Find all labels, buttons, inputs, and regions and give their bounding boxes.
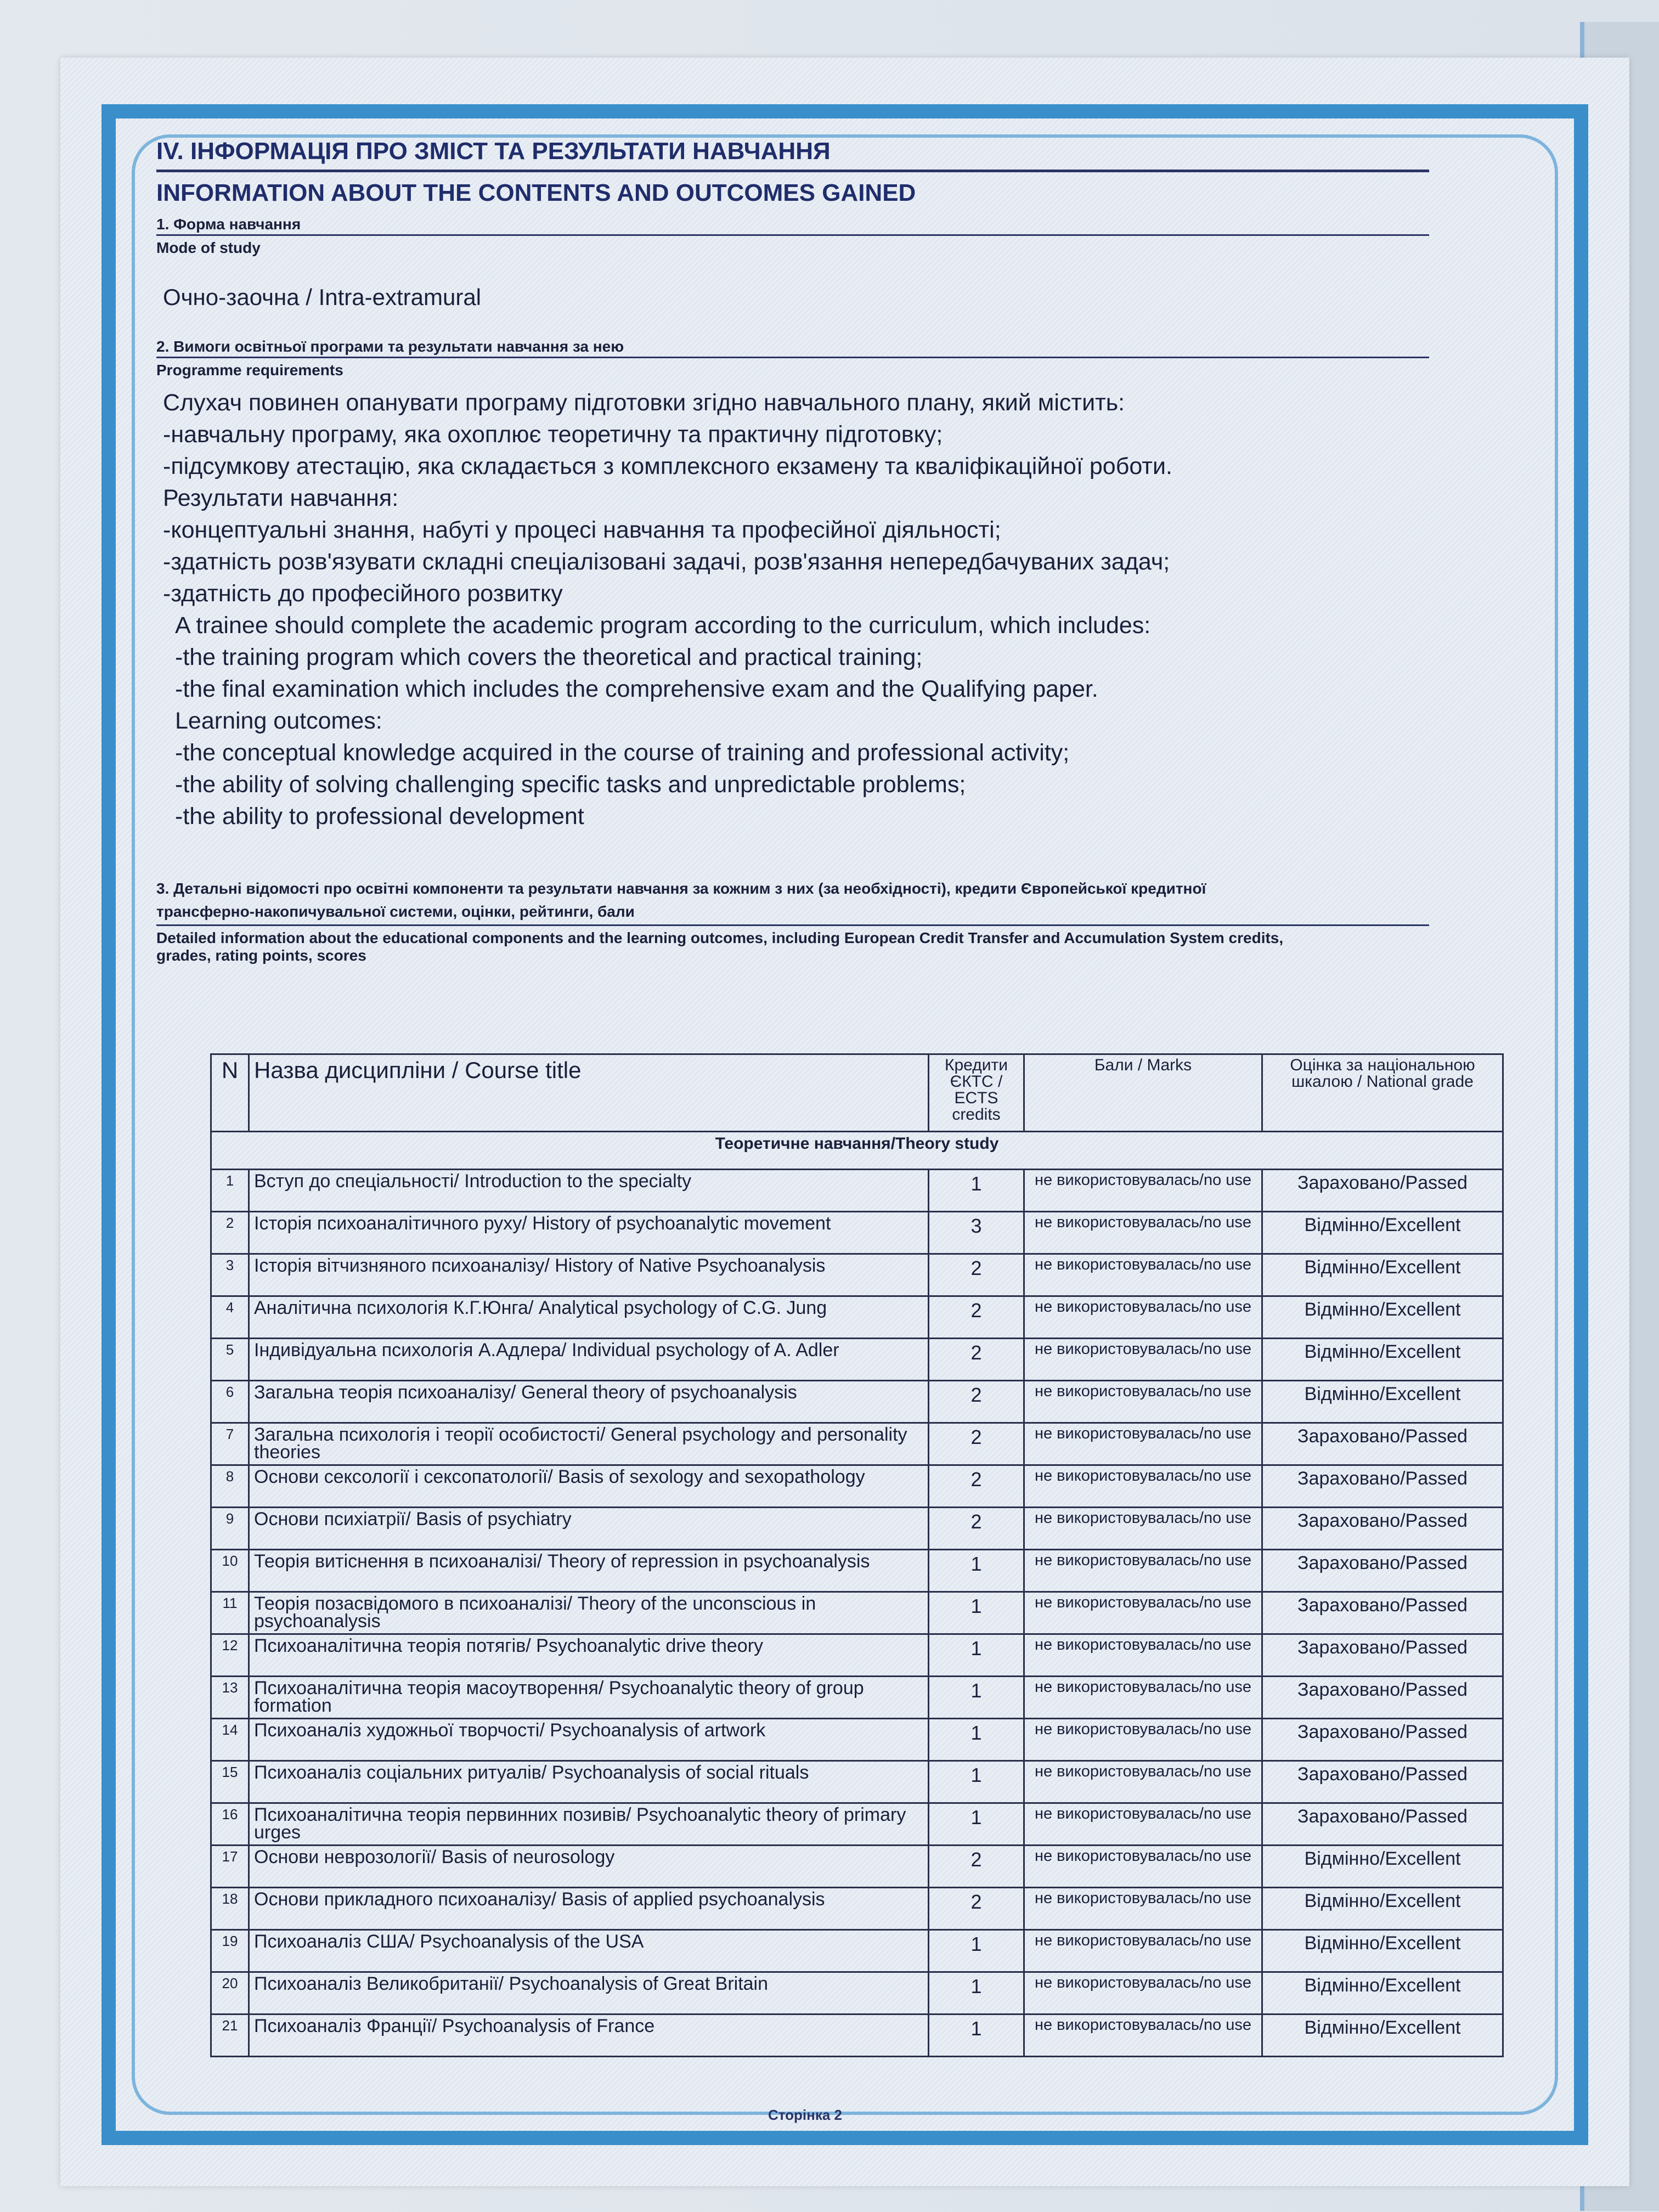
course-title: Психоаналіз соціальних ритуалів/ Psychoanalysis of social rituals [249, 1761, 929, 1803]
course-title: Основи психіатрії/ Basis of psychiatry [249, 1508, 929, 1550]
course-title: Історія вітчизняного психоаналізу/ History of Native Psychoanalysis [249, 1254, 929, 1296]
course-marks: не використовувалась/no use [1024, 1634, 1262, 1677]
course-number: 7 [211, 1423, 249, 1465]
course-number: 15 [211, 1761, 249, 1803]
table-row [211, 1170, 1503, 1212]
course-number: 11 [211, 1592, 249, 1634]
course-credits: 1 [929, 1550, 1024, 1592]
course-credits: 1 [929, 1592, 1024, 1634]
req-line: -the training program which covers the theoretical and practical training; [175, 644, 923, 670]
course-number: 13 [211, 1677, 249, 1719]
course-number: 17 [211, 1846, 249, 1888]
course-title: Загальна теорія психоаналізу/ General theory of psychoanalysis [249, 1381, 929, 1423]
course-number: 8 [211, 1465, 249, 1508]
course-title: Вступ до спеціальності/ Introduction to the specialty [249, 1170, 929, 1212]
course-grade: Відмінно/Excellent [1262, 1972, 1503, 2015]
section-title-uk: IV. ІНФОРМАЦІЯ ПРО ЗМІСТ ТА РЕЗУЛЬТАТИ НАВЧАННЯ [156, 137, 1429, 172]
course-marks: не використовувалась/no use [1024, 1930, 1262, 1972]
header-n: N [211, 1054, 249, 1132]
req-line: -the conceptual knowledge acquired in the course of training and professional activity; [175, 739, 1070, 766]
details-label-uk-line2: трансферно-накопичувальної системи, оцінки, рейтинги, бали [156, 902, 635, 920]
section-title-en: INFORMATION ABOUT THE CONTENTS AND OUTCOMES GAINED [156, 179, 916, 206]
course-number: 9 [211, 1508, 249, 1550]
course-title: Основи неврозології/ Basis of neurosology [249, 1846, 929, 1888]
page-content [156, 137, 1429, 964]
course-grade: Зараховано/Passed [1262, 1761, 1503, 1803]
table-row [211, 1508, 1503, 1550]
course-grade: Відмінно/Excellent [1262, 1212, 1503, 1254]
req-line: -здатність розв'язувати складні спеціалізовані задачі, розв'язання непередбачуваних задач; [163, 548, 1170, 575]
req-line: -підсумкову атестацію, яка складається з комплексного екзамену та кваліфікаційної роботи. [163, 453, 1172, 479]
course-grade: Відмінно/Excellent [1262, 1254, 1503, 1296]
course-marks: не використовувалась/no use [1024, 1423, 1262, 1465]
course-number: 19 [211, 1930, 249, 1972]
course-title: Психоаналіз Франції/ Psychoanalysis of France [249, 2015, 929, 2057]
course-title: Психоаналітична теорія масоутворення/ Psychoanalytic theory of group formation [249, 1677, 929, 1719]
table-row [211, 1803, 1503, 1846]
req-line: -the final examination which includes the comprehensive exam and the Qualifying paper. [175, 675, 1098, 702]
course-title: Індивідуальна психологія А.Адлера/ Individual psychology of A. Adler [249, 1339, 929, 1381]
course-marks: не використовувалась/no use [1024, 1719, 1262, 1761]
details-label-en-line2: grades, rating points, scores [156, 946, 366, 964]
course-marks: не використовувалась/no use [1024, 1803, 1262, 1846]
course-grade: Зараховано/Passed [1262, 1634, 1503, 1677]
course-number: 4 [211, 1296, 249, 1339]
course-number: 3 [211, 1254, 249, 1296]
course-credits: 1 [929, 1930, 1024, 1972]
table-row [211, 1930, 1503, 1972]
course-marks: не використовувалась/no use [1024, 1465, 1262, 1508]
course-marks: не використовувалась/no use [1024, 1972, 1262, 2015]
course-grade: Зараховано/Passed [1262, 1423, 1503, 1465]
req-line: Слухач повинен опанувати програму підготовки згідно навчального плану, який містить: [163, 389, 1125, 416]
course-marks: не використовувалась/no use [1024, 1677, 1262, 1719]
table-row [211, 1677, 1503, 1719]
course-marks: не використовувалась/no use [1024, 1846, 1262, 1888]
course-grade: Відмінно/Excellent [1262, 1846, 1503, 1888]
course-marks: не використовувалась/no use [1024, 1212, 1262, 1254]
table-row [211, 1465, 1503, 1508]
table-row [211, 1888, 1503, 1930]
courses-table [210, 1053, 1504, 2057]
details-label-en [156, 929, 1429, 964]
req-line: -навчальну програму, яка охоплює теоретичну та практичну підготовку; [163, 421, 943, 448]
table-row [211, 1212, 1503, 1254]
programme-label-en: Programme requirements [156, 361, 343, 379]
course-title: Основи прикладного психоаналізу/ Basis of applied psychoanalysis [249, 1888, 929, 1930]
table-row [211, 1719, 1503, 1761]
table-row [211, 1339, 1503, 1381]
course-number: 18 [211, 1888, 249, 1930]
course-title: Психоаналіз США/ Psychoanalysis of the USA [249, 1930, 929, 1972]
course-grade: Зараховано/Passed [1262, 1170, 1503, 1212]
course-credits: 2 [929, 1508, 1024, 1550]
req-line: A trainee should complete the academic program according to the curriculum, which includes: [175, 612, 1151, 639]
course-credits: 1 [929, 1170, 1024, 1212]
course-grade: Зараховано/Passed [1262, 1803, 1503, 1846]
req-line: -the ability of solving challenging specific tasks and unpredictable problems; [175, 771, 966, 798]
course-credits: 2 [929, 1381, 1024, 1423]
course-grade: Зараховано/Passed [1262, 1508, 1503, 1550]
courses-table-body [211, 1132, 1503, 2057]
table-row [211, 1381, 1503, 1423]
header-course-title: Назва дисципліни / Course title [249, 1054, 929, 1132]
course-grade: Зараховано/Passed [1262, 1592, 1503, 1634]
course-number: 12 [211, 1634, 249, 1677]
course-number: 2 [211, 1212, 249, 1254]
course-marks: не використовувалась/no use [1024, 1381, 1262, 1423]
course-marks: не використовувалась/no use [1024, 1339, 1262, 1381]
course-grade: Зараховано/Passed [1262, 1465, 1503, 1508]
course-marks: не використовувалась/no use [1024, 1170, 1262, 1212]
course-credits: 2 [929, 1254, 1024, 1296]
course-credits: 1 [929, 1803, 1024, 1846]
course-credits: 2 [929, 1296, 1024, 1339]
course-title: Загальна психологія і теорії особистості/ General psychology and personality theories [249, 1423, 929, 1465]
course-grade: Зараховано/Passed [1262, 1677, 1503, 1719]
header-marks: Бали / Marks [1024, 1054, 1262, 1132]
course-grade: Відмінно/Excellent [1262, 1888, 1503, 1930]
course-grade: Відмінно/Excellent [1262, 1930, 1503, 1972]
course-marks: не використовувалась/no use [1024, 1888, 1262, 1930]
course-title: Теорія позасвідомого в психоаналізі/ Theory of the unconscious in psychoanalysis [249, 1592, 929, 1634]
course-marks: не використовувалась/no use [1024, 1254, 1262, 1296]
course-grade: Відмінно/Excellent [1262, 2015, 1503, 2057]
req-line: -здатність до професійного розвитку [163, 580, 563, 607]
course-title: Психоаналіз Великобританії/ Psychoanalysis of Great Britain [249, 1972, 929, 2015]
mode-label-en: Mode of study [156, 239, 261, 256]
course-credits: 1 [929, 1761, 1024, 1803]
table-row [211, 1550, 1503, 1592]
req-line: Результати навчання: [163, 484, 399, 511]
course-credits: 3 [929, 1212, 1024, 1254]
req-line: Learning outcomes: [175, 707, 382, 734]
course-number: 21 [211, 2015, 249, 2057]
course-credits: 1 [929, 1634, 1024, 1677]
course-grade: Зараховано/Passed [1262, 1719, 1503, 1761]
details-heading [156, 877, 1429, 964]
course-grade: Зараховано/Passed [1262, 1550, 1503, 1592]
page-number: Сторінка 2 [768, 2107, 843, 2123]
course-grade: Відмінно/Excellent [1262, 1296, 1503, 1339]
header-national-grade: Оцінка за національною шкалою / National grade [1262, 1054, 1503, 1132]
course-credits: 2 [929, 1465, 1024, 1508]
mode-value: Очно-заочна / Intra-extramural [163, 284, 482, 310]
header-credits: Кредити ЄКТС / ECTS credits [929, 1054, 1024, 1132]
course-number: 5 [211, 1339, 249, 1381]
group-theory-study: Теоретичне навчання/Theory study [211, 1132, 1503, 1170]
programme-requirements [163, 387, 1429, 832]
table-row [211, 1423, 1503, 1465]
course-marks: не використовувалась/no use [1024, 2015, 1262, 2057]
course-number: 6 [211, 1381, 249, 1423]
course-credits: 2 [929, 1423, 1024, 1465]
course-credits: 1 [929, 1677, 1024, 1719]
course-credits: 2 [929, 1846, 1024, 1888]
req-line: -концептуальні знання, набуті у процесі навчання та професійної діяльності; [163, 516, 1001, 543]
course-credits: 2 [929, 1339, 1024, 1381]
table-row [211, 1634, 1503, 1677]
course-title: Психоаналітична теорія первинних позивів/ Psychoanalytic theory of primary urges [249, 1803, 929, 1846]
course-number: 10 [211, 1550, 249, 1592]
table-row [211, 1296, 1503, 1339]
details-label-uk [156, 877, 1429, 926]
table-row [211, 1846, 1503, 1888]
table-row [211, 1761, 1503, 1803]
course-marks: не використовувалась/no use [1024, 1592, 1262, 1634]
course-number: 16 [211, 1803, 249, 1846]
course-credits: 1 [929, 2015, 1024, 2057]
course-credits: 1 [929, 1719, 1024, 1761]
programme-label-uk: 2. Вимоги освітньої програми та результати навчання за нею [156, 338, 1429, 358]
course-number: 20 [211, 1972, 249, 2015]
table-row [211, 1592, 1503, 1634]
course-title: Психоаналітична теорія потягів/ Psychoanalytic drive theory [249, 1634, 929, 1677]
table-row [211, 1972, 1503, 2015]
req-line: -the ability to professional development [175, 803, 584, 830]
details-label-en-line1: Detailed information about the educational components and the learning outcomes, including European Credit Transfer and Accumulation System credits, [156, 929, 1284, 946]
course-marks: не використовувалась/no use [1024, 1296, 1262, 1339]
course-credits: 1 [929, 1972, 1024, 2015]
course-grade: Відмінно/Excellent [1262, 1339, 1503, 1381]
course-marks: не використовувалась/no use [1024, 1508, 1262, 1550]
course-title: Аналітична психологія К.Г.Юнга/ Analytical psychology of C.G. Jung [249, 1296, 929, 1339]
course-marks: не використовувалась/no use [1024, 1761, 1262, 1803]
course-title: Основи сексології і сексопатології/ Basis of sexology and sexopathology [249, 1465, 929, 1508]
mode-label-uk: 1. Форма навчання [156, 216, 1429, 236]
course-title: Історія психоаналітичного руху/ History of psychoanalytic movement [249, 1212, 929, 1254]
course-marks: не використовувалась/no use [1024, 1550, 1262, 1592]
course-grade: Відмінно/Excellent [1262, 1381, 1503, 1423]
table-row [211, 2015, 1503, 2057]
course-title: Психоаналіз художньої творчості/ Psychoanalysis of artwork [249, 1719, 929, 1761]
course-number: 14 [211, 1719, 249, 1761]
details-label-uk-line1: 3. Детальні відомості про освітні компоненти та результати навчання за кожним з них (за необхідності), кредити Європейської кредитної [156, 879, 1206, 897]
course-title: Теорія витіснення в психоаналізі/ Theory of repression in psychoanalysis [249, 1550, 929, 1592]
table-row [211, 1254, 1503, 1296]
course-number: 1 [211, 1170, 249, 1212]
course-credits: 2 [929, 1888, 1024, 1930]
